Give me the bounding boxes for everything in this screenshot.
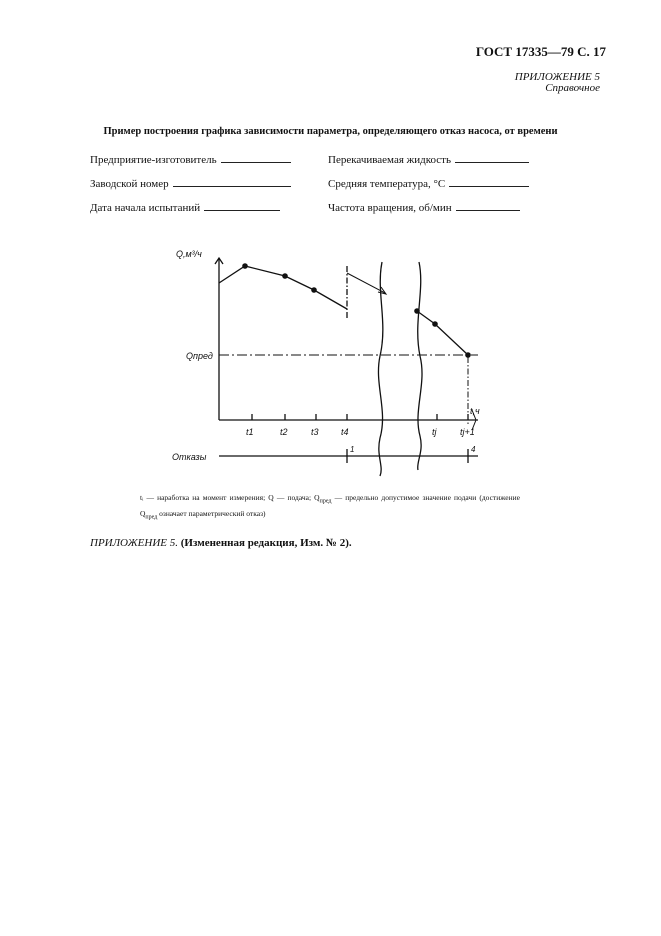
failure-mark-label: 1 — [350, 445, 355, 454]
amendment-note-label: ПРИЛОЖЕНИЕ 5. — [90, 537, 178, 549]
form-temperature-label: Средняя температура, °С — [328, 178, 446, 190]
data-curve-after-break — [417, 311, 468, 355]
data-point — [311, 287, 317, 293]
form-start-date-label: Дата начала испытаний — [90, 202, 201, 214]
tick-label-t1: t1 — [246, 427, 254, 437]
scale-break-line-2 — [418, 262, 422, 470]
appendix-kind: Справочное — [545, 82, 600, 94]
tick-label-tj1: tj+1 — [460, 427, 475, 437]
scale-break-line-1 — [378, 262, 382, 476]
figure-caption — [140, 492, 520, 523]
appendix-number: ПРИЛОЖЕНИЕ 5 — [514, 71, 600, 83]
x-axis-label: t,ч — [470, 406, 480, 416]
tick-label-t2: t2 — [280, 427, 288, 437]
tick-label-t4: t4 — [341, 427, 349, 437]
break-arrow — [347, 273, 385, 293]
caption-part-2: — предельно допустимое значение подачи (достижение Q — [140, 493, 520, 518]
caption-part-3: означает параметрический отказ) — [157, 508, 266, 518]
form-manufacturer-label: Предприятие-изготовитель — [90, 154, 217, 166]
tick-label-t3: t3 — [311, 427, 319, 437]
data-point — [242, 263, 248, 269]
caption-part-1: tᵢ — наработка на момент измерения; Q — подача; Q — [140, 493, 320, 502]
data-curve-before-break — [219, 266, 347, 309]
data-point — [414, 308, 420, 314]
failure-mark-label: 4 — [471, 445, 476, 454]
form-serial-label: Заводской номер — [90, 178, 169, 190]
data-point — [282, 273, 288, 279]
failures-label: Отказы — [172, 452, 207, 462]
amendment-note — [90, 537, 352, 549]
page-header: ГОСТ 17335—79 С. 17 — [475, 44, 606, 59]
y-axis-label: Q,м³/ч — [176, 249, 202, 259]
form-liquid-label: Перекачиваемая жидкость — [328, 154, 451, 166]
caption-sub-1: пред — [319, 498, 332, 505]
q-limit-label: Qпред — [186, 351, 213, 361]
data-point — [465, 352, 471, 358]
section-title: Пример построения графика зависимости параметра, определяющего отказ насоса, от времени — [103, 126, 558, 137]
caption-sub-2: пред — [145, 514, 158, 520]
data-point — [432, 321, 438, 327]
amendment-note-text: (Измененная редакция, Изм. № 2). — [180, 537, 352, 549]
form-rotation-label: Частота вращения, об/мин — [328, 202, 452, 214]
tick-label-tj: tj — [432, 427, 437, 437]
